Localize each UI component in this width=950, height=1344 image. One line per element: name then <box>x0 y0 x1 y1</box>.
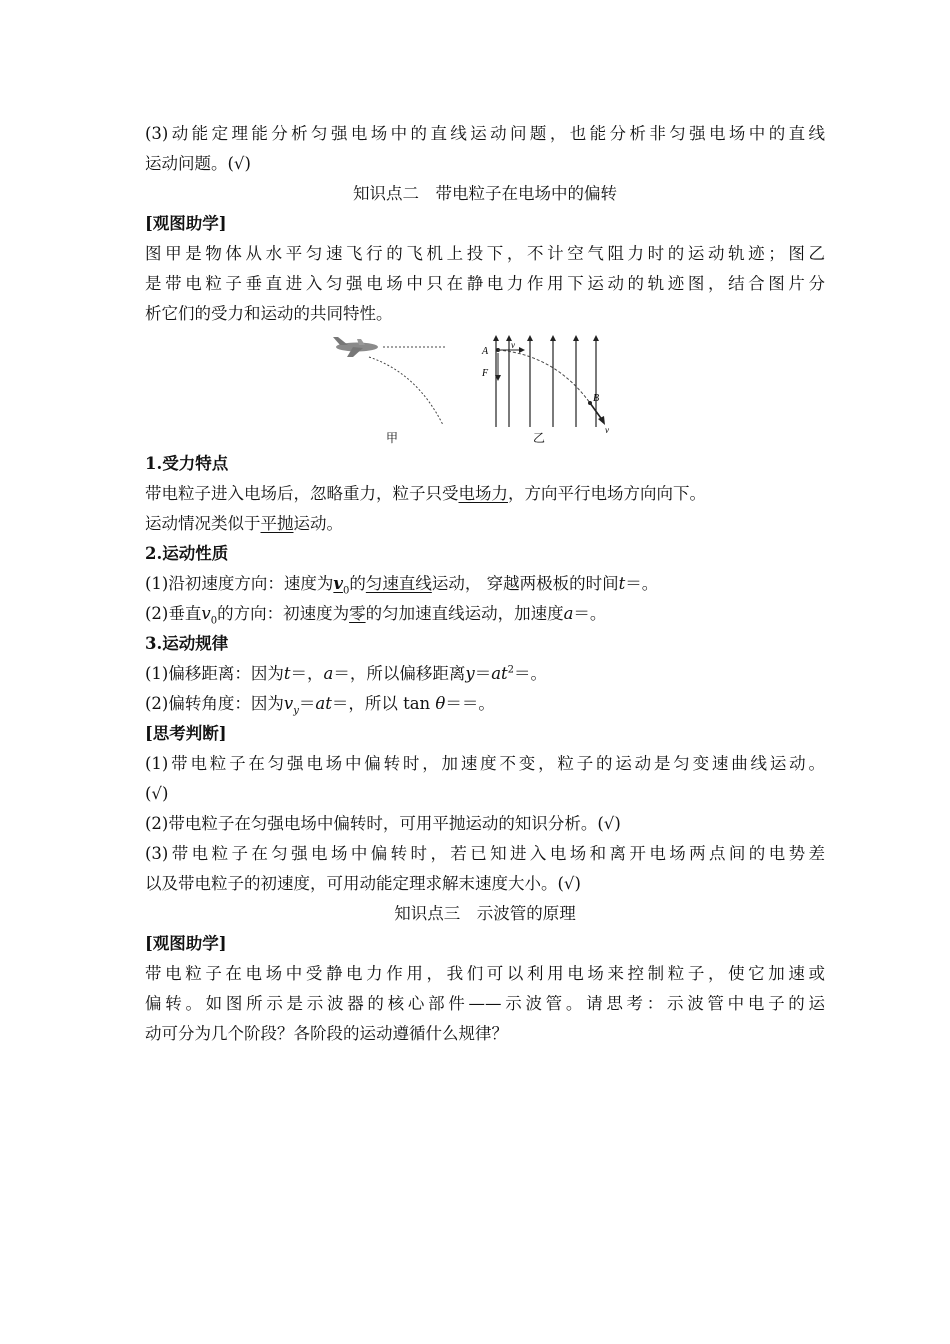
text-line <box>145 479 825 509</box>
airplane-icon <box>333 337 378 357</box>
text-line: 图甲是物体从水平匀速飞行的飞机上投下，不计空气阻力时的运动轨迹；图乙 <box>145 244 825 263</box>
text-line <box>145 569 825 599</box>
text-line: (√) <box>145 784 169 803</box>
section-title: 知识点三 示波管的原理 <box>394 904 576 923</box>
variable: y <box>465 664 475 683</box>
variable: t <box>618 574 626 593</box>
label-v-final: v <box>605 425 609 435</box>
text: ＝。 <box>573 604 607 623</box>
variable: t <box>283 664 291 683</box>
text: 的 <box>349 574 366 593</box>
text: ＝，所以偏移距离 <box>333 664 466 683</box>
underlined-answer: 零 <box>349 604 366 623</box>
figure-label-left: 甲 <box>386 431 399 445</box>
text-line: 运动问题。(√) <box>145 154 251 173</box>
subheading: [观图助学] <box>145 934 227 953</box>
label-a: A <box>482 346 489 357</box>
text-line: 析它们的受力和运动的共同特性。 <box>145 304 393 323</box>
text-line: (1)带电粒子在匀强电场中偏转时，加速度不变，粒子的运动是匀变速曲线运动。 <box>145 754 825 773</box>
text: (1)沿初速度方向：速度为 <box>145 574 334 593</box>
arrowhead <box>598 416 605 425</box>
text-line: (3)带电粒子在匀强电场中偏转时，若已知进入电场和离开电场两点间的电势差 <box>145 844 825 863</box>
text-line: 以及带电粒子的初速度，可用动能定理求解末速度大小。(√) <box>145 874 581 893</box>
subscript: 0 <box>210 615 218 627</box>
text-line: (3)动能定理能分析匀强电场中的直线运动问题，也能分析非匀强电场中的直线 <box>145 124 825 143</box>
text-line <box>145 599 825 629</box>
text: 的方向：初速度为 <box>217 604 350 623</box>
text: ＝ <box>298 694 316 713</box>
label-v-initial: v <box>511 340 515 350</box>
text: (2)垂直 <box>145 604 202 623</box>
subheading: [观图助学] <box>145 214 227 233</box>
subheading: [思考判断] <box>145 724 227 743</box>
text: ＝ <box>474 664 492 683</box>
variable: a <box>323 664 334 683</box>
underlined-answer: 平抛 <box>260 514 294 533</box>
arrowhead <box>519 347 525 353</box>
subheading: 3.运动规律 <box>145 634 229 653</box>
label-b: B <box>593 393 600 404</box>
figure-label-right: 乙 <box>533 431 546 445</box>
text-line <box>145 689 825 719</box>
text: (1)偏移距离：因为 <box>145 664 284 683</box>
section-title: 知识点二 带电粒子在电场中的偏转 <box>353 184 617 203</box>
text: 运动， 穿越两极板的时间 <box>431 574 619 593</box>
subheading: 2.运动性质 <box>145 544 229 563</box>
field-lines <box>496 338 596 427</box>
trajectory-diagram <box>145 335 825 445</box>
variable: a <box>563 604 574 623</box>
subscript: 0 <box>342 585 350 597</box>
variable: v <box>201 604 211 623</box>
document-page <box>145 119 825 1049</box>
text: (2)偏转角度：因为 <box>145 694 284 713</box>
variable: at <box>491 664 508 683</box>
text: ＝，所以 tan <box>331 694 436 713</box>
variable: at <box>315 694 332 713</box>
text-line: 带电粒子在电场中受静电力作用，我们可以利用电场来控制粒子，使它加速或 <box>145 964 825 983</box>
text: ＝＝。 <box>445 694 495 713</box>
variable: θ <box>435 694 446 713</box>
label-f: F <box>482 368 489 379</box>
underlined-answer: 电场力 <box>458 484 508 503</box>
text: ，方向平行电场方向向下。 <box>508 484 706 503</box>
text: 的匀加速直线运动，加速度 <box>365 604 564 623</box>
variable: v <box>333 574 343 593</box>
figure <box>145 335 825 445</box>
arrowheads <box>493 335 599 341</box>
trajectory-curve <box>369 357 443 425</box>
text-line: 是带电粒子垂直进入匀强电场中只在静电力作用下运动的轨迹图，结合图片分 <box>145 274 825 293</box>
superscript: 2 <box>507 664 515 676</box>
text: ＝， <box>290 664 324 683</box>
text: ＝。 <box>625 574 659 593</box>
underlined-answer <box>333 574 350 597</box>
text: 带电粒子进入电场后，忽略重力，粒子只受 <box>145 484 459 503</box>
text-line <box>145 509 825 539</box>
subscript: y <box>293 705 299 717</box>
variable: v <box>283 694 294 713</box>
text-line: 动可分为几个阶段？各阶段的运动遵循什么规律？ <box>145 1024 508 1043</box>
text-line <box>145 659 825 689</box>
text-line: 偏转。如图所示是示波器的核心部件——示波管。请思考：示波管中电子的运 <box>145 994 825 1013</box>
text: ＝。 <box>514 664 548 683</box>
underlined-answer: 匀速直线 <box>365 574 432 593</box>
text: 运动。 <box>293 514 343 533</box>
text-line: (2)带电粒子在匀强电场中偏转时，可用平抛运动的知识分析。(√) <box>145 814 621 833</box>
subheading: 1.受力特点 <box>145 454 229 473</box>
text: 运动情况类似于 <box>145 514 261 533</box>
